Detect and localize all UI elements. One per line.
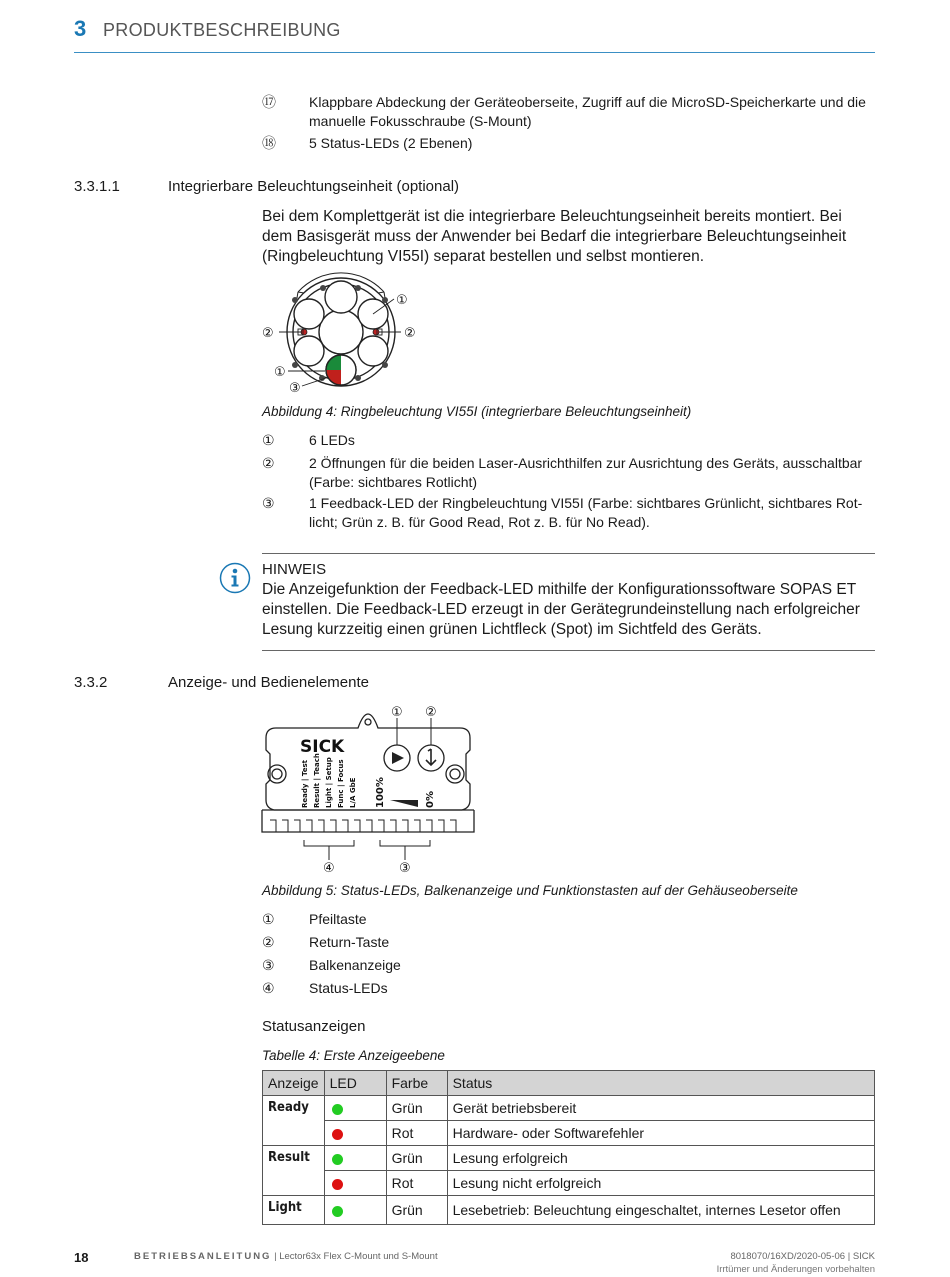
info-icon xyxy=(219,562,251,594)
table-row xyxy=(263,1096,875,1121)
table-cell-key: Ready xyxy=(263,1096,325,1146)
led-green-icon xyxy=(332,1206,343,1217)
footer-doc-id: 8018070/16XD/2020-05-06 | SICK xyxy=(730,1251,875,1262)
list-item xyxy=(262,979,875,998)
footer-doc-type: BETRIEBSANLEITUNG xyxy=(134,1251,272,1262)
callout-1-lower: ① xyxy=(274,365,286,380)
item-text: Pfeiltaste xyxy=(309,911,367,927)
section-title: Anzeige- und Bedienelemente xyxy=(168,674,369,691)
list-item xyxy=(262,956,875,975)
list-item xyxy=(262,454,875,492)
item-number: ① xyxy=(262,432,275,448)
table-row xyxy=(263,1121,875,1146)
figure-caption: Abbildung 4: Ringbeleuchtung VI55I (integrierbare Beleuchtungseinheit) xyxy=(262,404,692,419)
led-label-ready: Ready | Test xyxy=(301,760,309,808)
callout-2-left: ② xyxy=(262,326,274,341)
note-bottom-rule xyxy=(262,650,875,651)
table-cell-status: Lesung nicht erfolgreich xyxy=(447,1171,874,1196)
footer-doc-title: | Lector63x Flex C-Mount und S-Mount xyxy=(271,1251,438,1262)
item-text: Klappbare Abdeckung der Geräteoberseite, Zugriff auf die MicroSD-Speicherkarte und die manuelle Fokusschraube (S-Mount) xyxy=(309,94,866,129)
led-green-icon xyxy=(332,1104,343,1115)
table-row xyxy=(263,1196,875,1225)
footer-document xyxy=(134,1251,438,1262)
list-item xyxy=(262,93,875,131)
item-text: 6 LEDs xyxy=(309,432,355,448)
table-cell-status: Hardware- oder Softwarefehler xyxy=(447,1121,874,1146)
table-cell-led xyxy=(324,1121,386,1146)
item-number: ⑰ xyxy=(262,94,276,110)
section-number: 3.3.2 xyxy=(74,674,108,691)
table-cell-led xyxy=(324,1171,386,1196)
led-red-icon xyxy=(332,1179,343,1190)
section-paragraph: Bei dem Komplettgerät ist die integrierbare Beleuchtungseinheit bereits montiert. Bei dem Basisgerät muss der Anwender bei Bedarf die integrierbare Beleuchtungseinheit (Ringbeleuchtung VI55I) separat bestellen und selbst montieren. xyxy=(262,208,847,265)
status-table xyxy=(262,1070,875,1225)
led-label-func: Func | Focus xyxy=(337,759,345,808)
note-text: Die Anzeigefunktion der Feedback-LED mithilfe der Konfigurationssoftware SOPAS ET einstellen. Die Feedback-LED erzeugt in der Gerätegrundeinstellung nach erfolgreicher Lesung kurzzeitig einen grünen Lichtfleck (Spot) im Sichtfeld des Geräts. xyxy=(262,581,860,638)
table-caption: Tabelle 4: Erste Anzeigeebene xyxy=(262,1048,445,1063)
item-number: ⑱ xyxy=(262,135,276,151)
ring-illumination-figure xyxy=(258,272,428,398)
section-title: Integrierbare Beleuchtungseinheit (optional) xyxy=(168,178,460,195)
item-number: ④ xyxy=(262,980,275,996)
figure-caption: Abbildung 5: Status-LEDs, Balkenanzeige und Funktionstasten auf der Gehäuseoberseite xyxy=(262,883,798,898)
list-item xyxy=(262,431,875,450)
note-title: HINWEIS xyxy=(262,561,327,578)
table-header: LED xyxy=(324,1071,386,1096)
brand-logo: SICK xyxy=(300,737,345,757)
table-row xyxy=(263,1146,875,1171)
bar-max-label: 100% xyxy=(375,777,386,808)
item-number: ③ xyxy=(262,495,275,511)
table-cell-led xyxy=(324,1146,386,1171)
table-cell-status: Lesung erfolgreich xyxy=(447,1146,874,1171)
bar-min-label: 0% xyxy=(425,791,436,808)
table-header: Status xyxy=(447,1071,874,1096)
led-green-icon xyxy=(332,1154,343,1165)
led-red-icon xyxy=(332,1129,343,1140)
callout-4: ④ xyxy=(323,861,335,876)
callout-3: ③ xyxy=(289,381,301,396)
item-text: 1 Feedback-LED der Ringbeleuchtung VI55I (Farbe: sichtbares Grünlicht, sichtbares Rot-licht; Grün z. B. für Good Read, Rot z. B. für No Read). xyxy=(309,495,863,530)
item-text: 5 Status-LEDs (2 Ebenen) xyxy=(309,135,473,151)
table-cell-color: Grün xyxy=(386,1146,447,1171)
callout-1: ① xyxy=(396,293,408,308)
table-cell-key: Light xyxy=(263,1196,325,1225)
table-cell-led xyxy=(324,1096,386,1121)
item-text: Return-Taste xyxy=(309,934,390,950)
footer-disclaimer: Irrtümer und Änderungen vorbehalten xyxy=(716,1264,875,1275)
item-text: Status-LEDs xyxy=(309,980,388,996)
list-item xyxy=(262,494,875,532)
header-divider xyxy=(74,52,875,53)
section-number: 3.3.1.1 xyxy=(74,178,120,195)
item-text: Balkenanzeige xyxy=(309,957,401,973)
table-cell-color: Rot xyxy=(386,1171,447,1196)
table-cell-color: Grün xyxy=(386,1096,447,1121)
table-header: Anzeige xyxy=(263,1071,325,1096)
list-item xyxy=(262,134,875,153)
item-number: ② xyxy=(262,934,275,950)
list-item xyxy=(262,933,875,952)
callout-2-right: ② xyxy=(404,326,416,341)
callout-3: ③ xyxy=(399,861,411,876)
callout-2: ② xyxy=(425,705,437,720)
callout-1: ① xyxy=(391,705,403,720)
item-number: ② xyxy=(262,455,275,471)
table-header-row xyxy=(263,1071,875,1096)
table-row xyxy=(263,1171,875,1196)
table-header: Farbe xyxy=(386,1071,447,1096)
led-label-la: L/A GbE xyxy=(349,777,357,808)
table-cell-status: Gerät betriebsbereit xyxy=(447,1096,874,1121)
page-number: 18 xyxy=(74,1250,89,1265)
item-number: ① xyxy=(262,911,275,927)
chapter-number: 3 xyxy=(74,16,87,41)
led-label-light: Light | Setup xyxy=(325,757,333,808)
table-cell-status: Lesebetrieb: Beleuchtung eingeschaltet, internes Lesetor offen xyxy=(447,1196,874,1225)
table-cell-color: Rot xyxy=(386,1121,447,1146)
table-cell-color: Grün xyxy=(386,1196,447,1225)
led-label-result: Result | Teach xyxy=(313,753,321,808)
item-text: 2 Öffnungen für die beiden Laser-Ausrichthilfen zur Ausrichtung des Geräts, ausschaltbar (Farbe: sichtbares Rotlicht) xyxy=(309,455,863,490)
note-top-rule xyxy=(262,553,875,554)
subheading: Statusanzeigen xyxy=(262,1018,366,1035)
item-number: ③ xyxy=(262,957,275,973)
table-cell-key: Result xyxy=(263,1146,325,1196)
device-top-figure xyxy=(258,700,478,876)
table-cell-led xyxy=(324,1196,386,1225)
chapter-title: PRODUKTBESCHREIBUNG xyxy=(103,20,341,40)
list-item xyxy=(262,910,875,929)
